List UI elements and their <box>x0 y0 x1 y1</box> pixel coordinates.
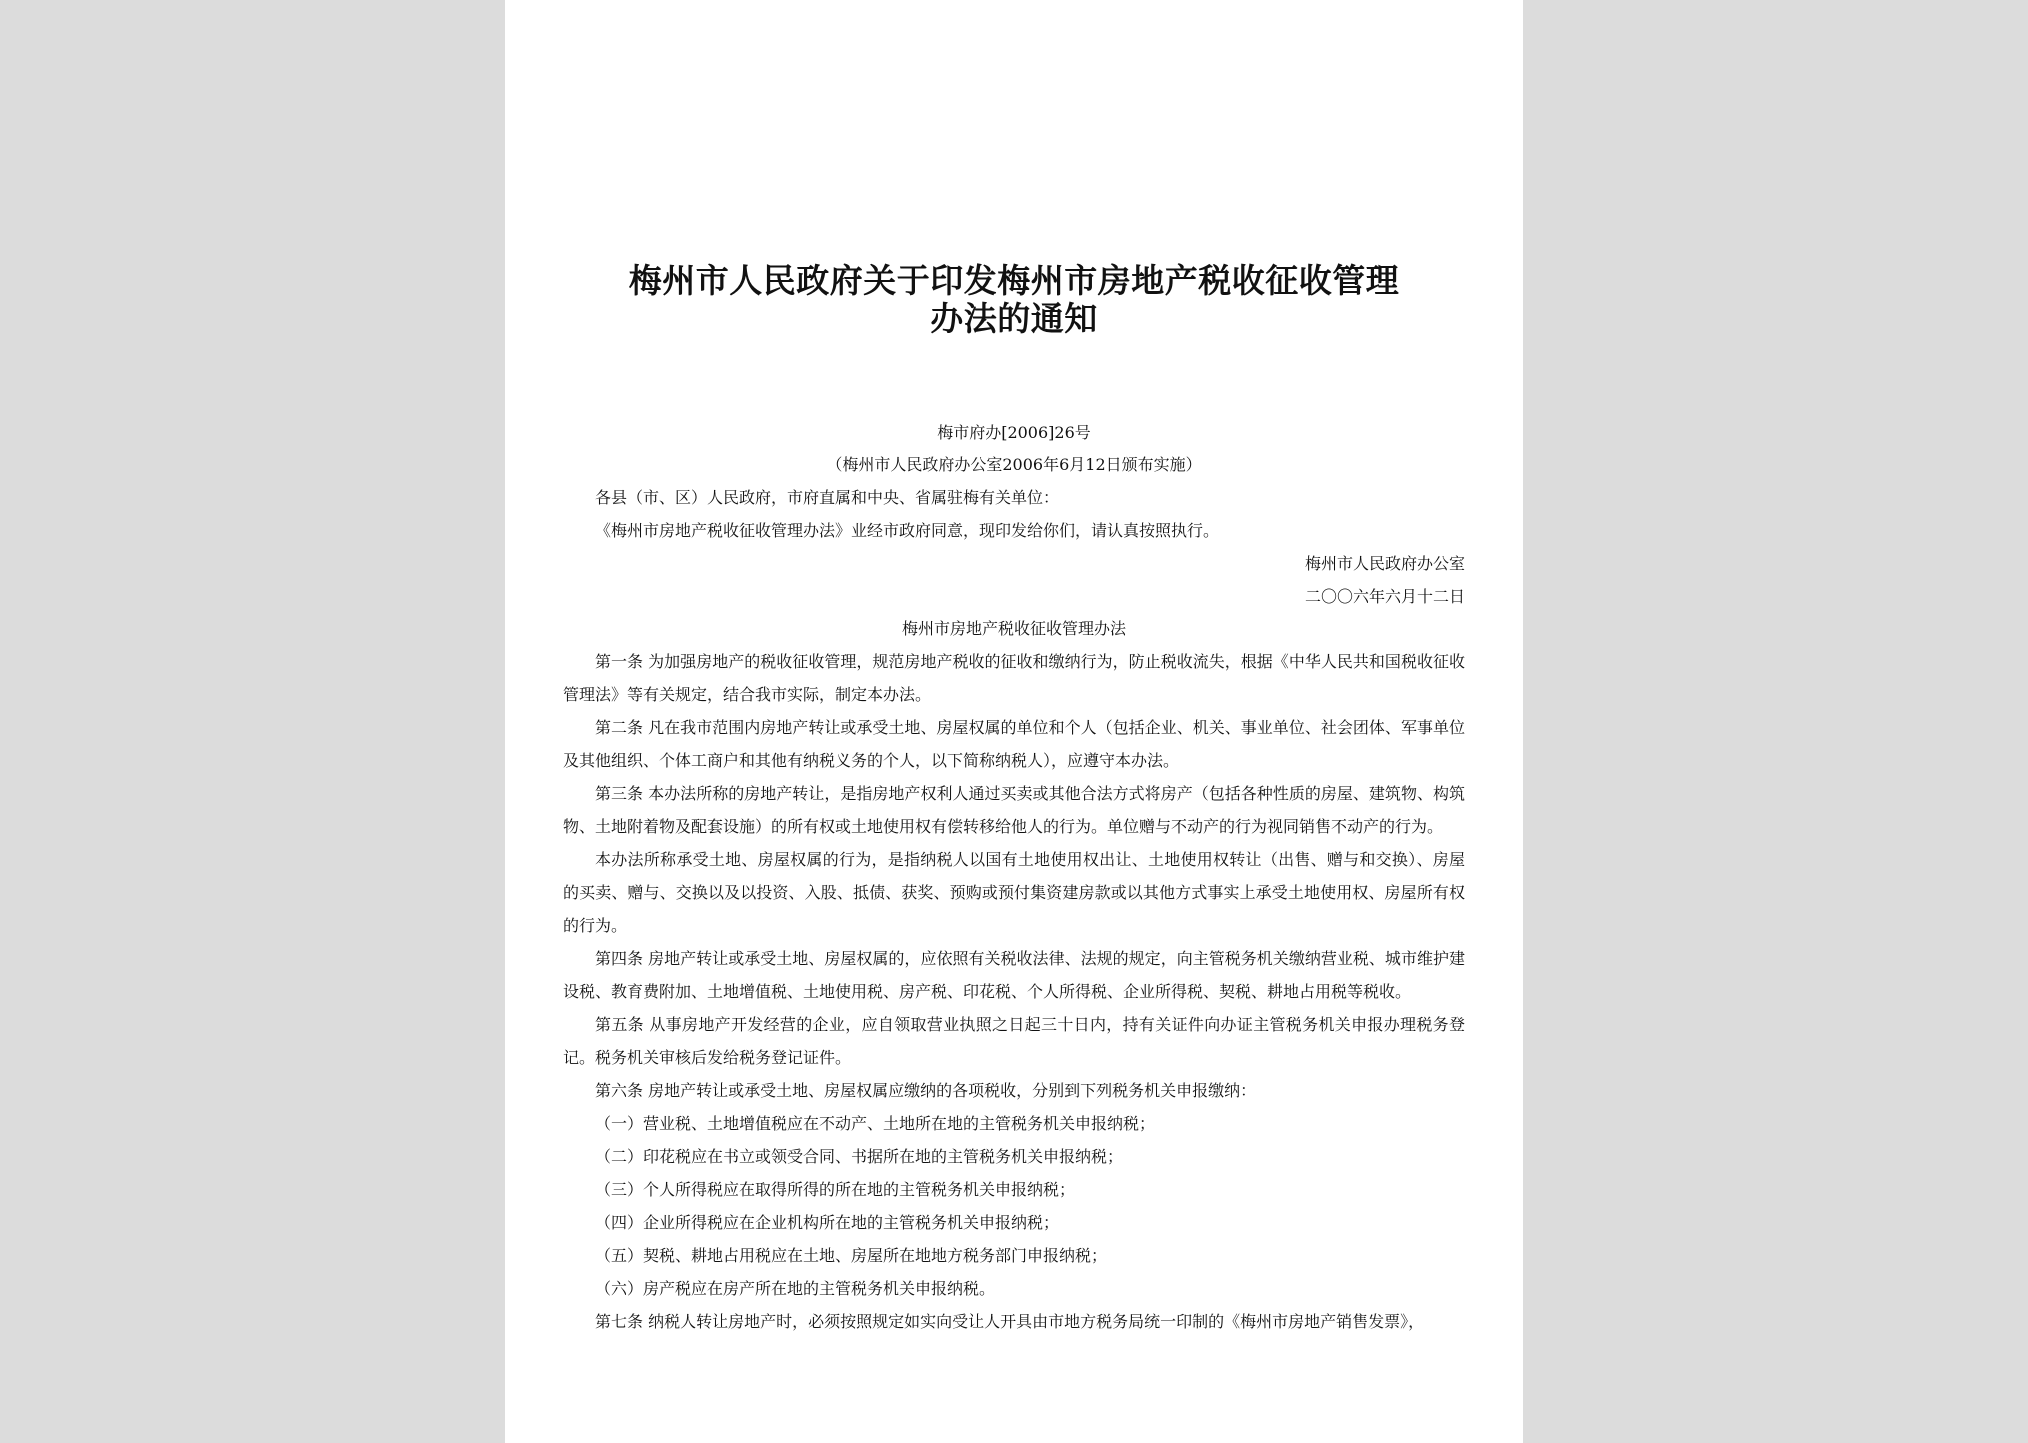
list-item-6-3: （三）个人所得税应在取得所得的所在地的主管税务机关申报纳税； <box>595 1180 1076 1199</box>
paragraph-article-1: 第一条 为加强房地产的税收征收管理，规范房地产税收的征收和缴纳行为，防止税收流失，根据《中华人民共和国税收征收管理法》等有关规定，结合我市实际，制定本办法。 <box>563 652 1465 704</box>
intro-paragraph: 《梅州市房地产税收征收管理办法》业经市政府同意，现印发给你们，请认真按照执行。 <box>595 521 1220 540</box>
list-item-6-1: （一）营业税、土地增值税应在不动产、土地所在地的主管税务机关申报纳税； <box>595 1114 1156 1133</box>
paragraph-article-7: 第七条 纳税人转让房地产时，必须按照规定如实向受让人开具由市地方税务局统一印制的《梅州市房地产销售发票》， <box>595 1312 1425 1331</box>
document-page <box>505 0 1523 1443</box>
title-line-2: 办法的通知 <box>930 299 1098 338</box>
paragraph-article-2: 第二条 凡在我市范围内房地产转让或承受土地、房屋权属的单位和个人（包括企业、机关、事业单位、社会团体、军事单位及其他组织、个体工商户和其他有纳税义务的个人，以下简称纳税人），应遵守本办法。 <box>563 718 1465 770</box>
paragraph-article-6: 第六条 房地产转让或承受土地、房屋权属应缴纳的各项税收，分别到下列税务机关申报缴纳： <box>595 1081 1257 1100</box>
list-item-6-2: （二）印花税应在书立或领受合同、书据所在地的主管税务机关申报纳税； <box>595 1147 1124 1166</box>
document-number: 梅市府办[2006]26号 <box>937 423 1091 442</box>
salutation: 各县（市、区）人民政府，市府直属和中央、省属驻梅有关单位： <box>595 488 1060 507</box>
list-item-6-4: （四）企业所得税应在企业机构所在地的主管税务机关申报纳税； <box>595 1213 1060 1232</box>
paragraph-article-3: 第三条 本办法所称的房地产转让，是指房地产权利人通过买卖或其他合法方式将房产（包括各种性质的房屋、建筑物、构筑物、土地附着物及配套设施）的所有权或土地使用权有偿转移给他人的行为。单位赠与不动产的行为视同销售不动产的行为。 <box>563 784 1465 836</box>
regulation-body <box>563 645 1465 1338</box>
document-title <box>565 262 1463 338</box>
title-line-1: 梅州市人民政府关于印发梅州市房地产税收征收管理 <box>628 261 1400 300</box>
paragraph-article-5: 第五条 从事房地产开发经营的企业，应自领取营业执照之日起三十日内，持有关证件向办证主管税务机关申报办理税务登记。税务机关审核后发给税务登记证件。 <box>563 1015 1465 1067</box>
signing-date: 二〇〇六年六月十二日 <box>1304 587 1465 606</box>
issue-note: （梅州市人民政府办公室2006年6月12日颁布实施） <box>826 455 1202 474</box>
list-item-6-6: （六）房产税应在房产所在地的主管税务机关申报纳税。 <box>595 1279 996 1298</box>
list-item-6-5: （五）契税、耕地占用税应在土地、房屋所在地地方税务部门申报纳税； <box>595 1246 1108 1265</box>
paragraph-article-3-cont: 本办法所称承受土地、房屋权属的行为，是指纳税人以国有土地使用权出让、土地使用权转让（出售、赠与和交换）、房屋的买卖、赠与、交换以及以投资、入股、抵债、获奖、预购或预付集资建房款或以其他方式事实上承受土地使用权、房屋所有权的行为。 <box>563 850 1465 935</box>
paragraph-article-4: 第四条 房地产转让或承受土地、房屋权属的，应依照有关税收法律、法规的规定，向主管税务机关缴纳营业税、城市维护建设税、教育费附加、土地增值税、土地使用税、房产税、印花税、个人所得税、企业所得税、契税、耕地占用税等税收。 <box>563 949 1465 1001</box>
annex-title: 梅州市房地产税收征收管理办法 <box>901 619 1126 638</box>
signing-organization: 梅州市人民政府办公室 <box>1304 554 1465 573</box>
